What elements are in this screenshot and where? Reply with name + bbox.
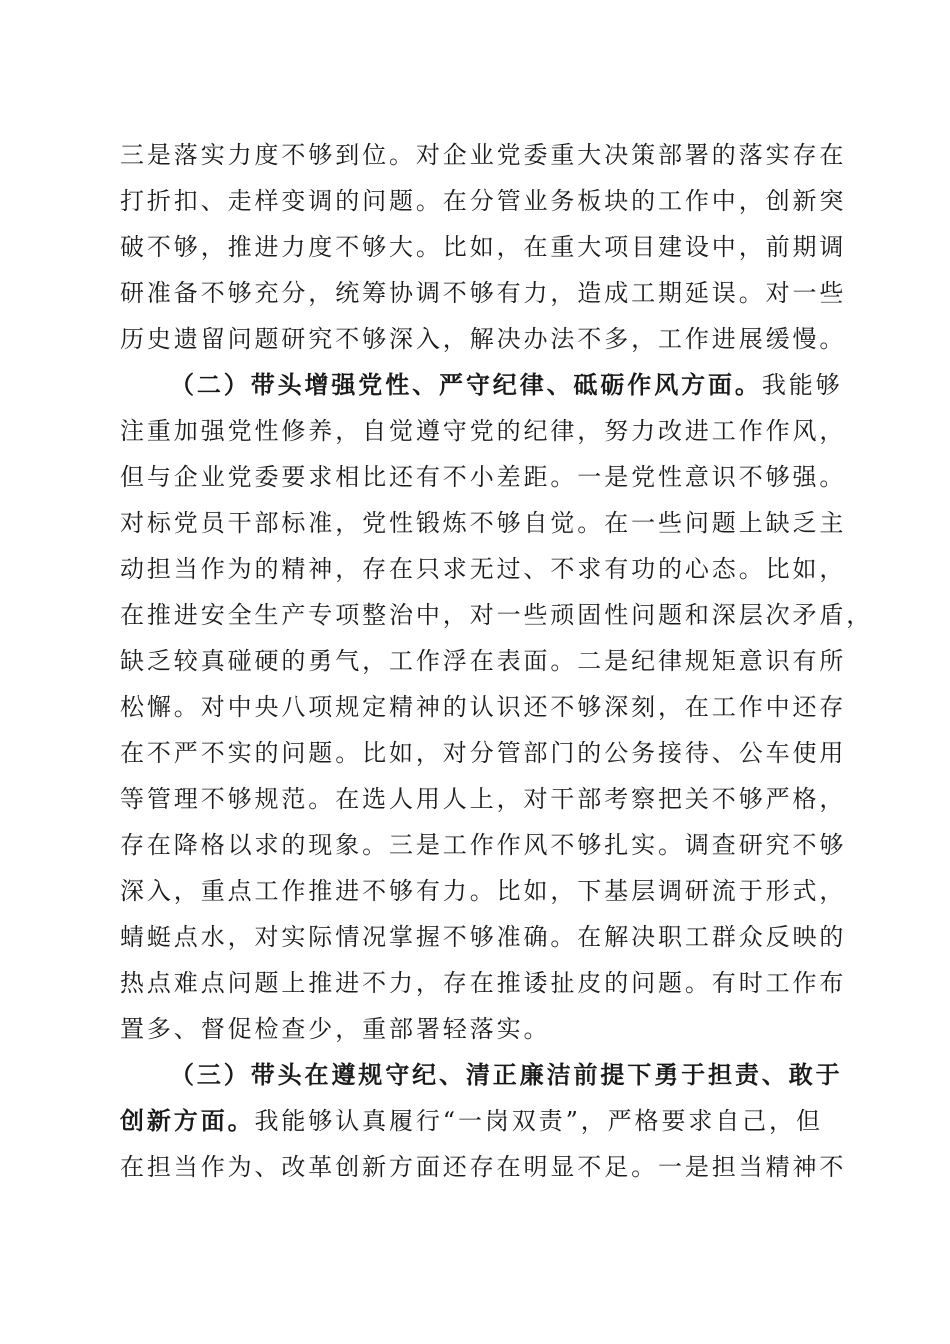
line-text: 置多、督促检查少，重部署轻落实。	[120, 1015, 551, 1043]
text-line	[120, 822, 847, 868]
line-text: 注重加强党性修养，自觉遵守党的纪律，努力改进工作作风，	[120, 417, 847, 445]
text-line	[120, 730, 847, 776]
text-line	[120, 546, 847, 592]
text-line	[120, 638, 847, 684]
line-text: 热点难点问题上推进不力，存在推诿扯皮的问题。有时工作布	[120, 969, 847, 997]
text-line	[120, 178, 847, 224]
line-text: 在不严不实的问题。比如，对分管部门的公务接待、公车使用	[120, 739, 847, 767]
text-line	[120, 776, 847, 822]
line-text: 我能够	[761, 371, 843, 399]
text-line	[120, 270, 847, 316]
line-text: 但与企业党委要求相比还有不小差距。一是党性意识不够强。	[120, 463, 847, 491]
line-text: 研准备不够充分，统筹协调不够有力，造成工期延误。对一些	[120, 279, 847, 307]
text-line	[120, 684, 847, 730]
text-line	[120, 914, 847, 960]
text-line	[120, 316, 847, 362]
line-text: 破不够，推进力度不够大。比如，在重大项目建设中，前期调	[120, 233, 847, 261]
line-text: 深入，重点工作推进不够有力。比如，下基层调研流于形式，	[120, 877, 847, 905]
line-text: 历史遗留问题研究不够深入，解决办法不多，工作进展缓慢。	[120, 325, 847, 353]
line-text: 在担当作为、改革创新方面还存在明显不足。一是担当精神不	[120, 1153, 847, 1181]
line-text: 动担当作为的精神，存在只求无过、不求有功的心态。比如，	[120, 555, 847, 583]
section-heading-3-cont: 创新方面。	[120, 1106, 255, 1135]
section-heading-line	[120, 1052, 843, 1098]
line-text: 对标党员干部标准，党性锻炼不够自觉。在一些问题上缺乏主	[120, 509, 847, 537]
section-heading-3: （三）带头在遵规守纪、清正廉洁前提下勇于担责、敢于	[170, 1060, 843, 1089]
line-text: 我能够认真履行“一岗双责”，严格要求自己，但	[254, 1107, 823, 1135]
line-text: 松懈。对中央八项规定精神的认识还不够深刻，在工作中还存	[120, 693, 847, 721]
text-line	[120, 868, 847, 914]
line-text: 在推进安全生产专项整治中，对一些顽固性问题和深层次矛盾，	[120, 601, 874, 629]
text-line	[120, 1098, 840, 1144]
text-line	[120, 454, 847, 500]
section-heading-2: （二）带头增强党性、严守纪律、砥砺作风方面。	[170, 370, 762, 399]
text-line	[120, 132, 847, 178]
line-text: 打折扣、走样变调的问题。在分管业务板块的工作中，创新突	[120, 187, 847, 215]
text-line	[120, 1144, 847, 1190]
line-text: 存在降格以求的现象。三是工作作风不够扎实。调查研究不够	[120, 831, 847, 859]
text-line	[120, 1006, 840, 1052]
line-text: 蜻蜓点水，对实际情况掌握不够准确。在解决职工群众反映的	[120, 923, 847, 951]
text-line	[120, 960, 847, 1006]
document-body	[120, 132, 874, 1190]
line-text: 等管理不够规范。在选人用人上，对干部考察把关不够严格，	[120, 785, 847, 813]
line-text: 缺乏较真碰硬的勇气，工作浮在表面。二是纪律规矩意识有所	[120, 647, 847, 675]
text-line	[120, 592, 874, 638]
line-text: 三是落实力度不够到位。对企业党委重大决策部署的落实存在	[120, 141, 847, 169]
text-line	[120, 500, 847, 546]
section-heading-line	[120, 362, 843, 408]
text-line	[120, 408, 847, 454]
text-line	[120, 224, 847, 270]
